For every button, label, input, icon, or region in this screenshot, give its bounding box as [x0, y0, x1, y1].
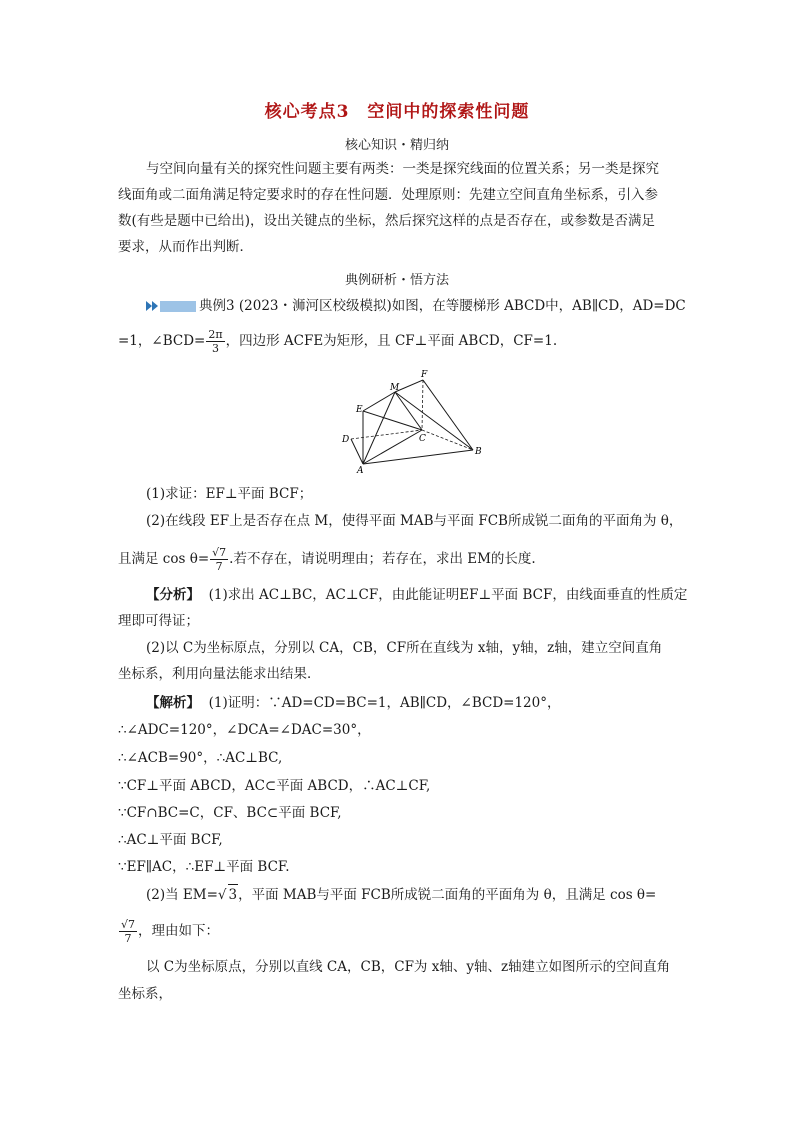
- example-line-2: [118, 328, 557, 355]
- intro-line-4: 要求，从而作出判断．: [118, 239, 253, 255]
- label-e: E: [356, 405, 363, 415]
- question-1: (1)求证：EF⊥平面 BCF；: [146, 486, 313, 502]
- solution-label: 【解析】: [146, 695, 200, 711]
- fraction-cos-2: [119, 918, 137, 945]
- sqrt-value: 3: [228, 884, 239, 905]
- example-statement-1: (2023・浉河区校级模拟)如图，在等腰梯形 ABCD中，AB∥CD，AD=DC: [238, 298, 686, 314]
- analysis-text: (1)求出 AC⊥BC，AC⊥CF，由此能证明EF⊥平面 BCF，由线面垂直的性质定: [208, 587, 688, 603]
- edge-fb: [423, 380, 473, 450]
- solution-text: (1)证明：∵AD=CD=BC=1，AB∥CD，∠BCD=120°，: [208, 695, 561, 711]
- example-tag-bar: [160, 301, 196, 312]
- double-arrow-icon: [146, 297, 160, 317]
- example-text-a: =1，∠BCD=: [118, 333, 206, 349]
- label-m: M: [390, 383, 400, 393]
- solution-line-5: ∵CF∩BC=C，CF、BC⊂平面 BCF,: [118, 805, 342, 821]
- edge-fc: [422, 380, 423, 430]
- label-c: C: [419, 434, 426, 444]
- intro-line-2: 线面角或二面角满足特定要求时的存在性问题．处理原则：先建立空间直角坐标系，引入参: [118, 187, 658, 203]
- solution-line-1: [146, 693, 561, 713]
- fraction-numerator: √7: [121, 918, 136, 931]
- q2-text-a: 且满足 cos θ=: [118, 551, 210, 567]
- final-line-2: 坐标系，: [118, 986, 172, 1002]
- solution-line-4: ∵CF⊥平面 ABCD，AC⊂平面 ABCD，∴AC⊥CF,: [118, 778, 431, 794]
- section-heading-knowledge: 核心知识・精归纳: [344, 138, 449, 153]
- analysis-line-2: 理即可得证；: [118, 613, 199, 629]
- solution-line-3: ∴∠ACB=90°，∴AC⊥BC,: [118, 750, 283, 766]
- label-a: A: [357, 466, 364, 476]
- edge-da: [351, 439, 363, 464]
- question-2-line-1: (2)在线段 EF上是否存在点 M，使得平面 MAB与平面 FCB所成锐二面角的平面角为 θ，: [146, 513, 683, 529]
- example-line-1: [146, 296, 686, 317]
- edge-ca: [363, 430, 422, 464]
- analysis-line-4: 坐标系，利用向量法能求出结果．: [118, 666, 321, 682]
- section-heading-examples: 典例研析・悟方法: [344, 273, 449, 288]
- edge-mb: [395, 392, 473, 450]
- edge-ma: [363, 392, 395, 464]
- solution-line-7: ∵EF∥AC，∴EF⊥平面 BCF.: [118, 859, 290, 875]
- label-f: F: [421, 370, 428, 380]
- solution-line-2: ∴∠ADC=120°，∠DCA=∠DAC=30°，: [118, 722, 371, 738]
- s2-text-b: ，平面 MAB与平面 FCB所成锐二面角的平面角为 θ，且满足 cos θ=: [238, 887, 657, 903]
- edge-ab: [363, 450, 473, 464]
- final-line-1: 以 C为坐标原点，分别以直线 CA，CB，CF为 x轴、y轴、z轴建立如图所示的空间直角: [146, 959, 671, 975]
- edge-mc: [395, 392, 422, 430]
- q2-text-b: .若不存在，请说明理由；若存在，求出 EM的长度.: [229, 551, 536, 567]
- page-title: 核心考点3 空间中的探索性问题: [264, 102, 530, 122]
- fraction-angle: [206, 328, 224, 355]
- fraction-denominator: 7: [215, 560, 223, 573]
- edge-ec: [363, 411, 422, 430]
- analysis-label: 【分析】: [146, 587, 200, 603]
- analysis-line-1: [146, 585, 687, 605]
- s2-text-a: (2)当 EM=: [146, 887, 218, 903]
- edge-dc: [351, 430, 422, 439]
- example-text-b: ，四边形 ACFE为矩形，且 CF⊥平面 ABCD，CF=1.: [225, 333, 558, 349]
- fraction-denominator: 3: [211, 342, 219, 355]
- question-2-line-2: [118, 546, 536, 573]
- label-d: D: [342, 435, 350, 445]
- label-b: B: [475, 447, 482, 457]
- solution-part2-line-2: [118, 918, 219, 945]
- fraction-denominator: 7: [124, 932, 132, 945]
- intro-line-1: 与空间向量有关的探究性问题主要有两类：一类是探究线面的位置关系；另一类是探究: [146, 161, 659, 177]
- solution-part2-line-1: (2)当 EM=√ 3，平面 MAB与平面 FCB所成锐二面角的平面角为 θ，且满足 cos θ=: [146, 884, 656, 905]
- solution-line-6: ∴AC⊥平面 BCF,: [118, 832, 223, 848]
- fraction-numerator: 2π: [208, 328, 223, 341]
- analysis-line-3: (2)以 C为坐标原点，分别以 CA，CB，CF所在直线为 x轴，y轴，z轴，建立空间直角: [146, 640, 663, 656]
- fraction-cos: [210, 546, 228, 573]
- example-label: 典例3: [199, 298, 235, 314]
- edge-em: [363, 392, 395, 411]
- s2-reason: ，理由如下：: [138, 923, 220, 939]
- intro-line-3: 数(有些是题中已给出)，设出关键点的坐标，然后探究这样的点是否存在，或参数是否满足: [118, 213, 656, 229]
- fraction-numerator: √7: [212, 546, 227, 559]
- geometry-figure: [335, 368, 495, 476]
